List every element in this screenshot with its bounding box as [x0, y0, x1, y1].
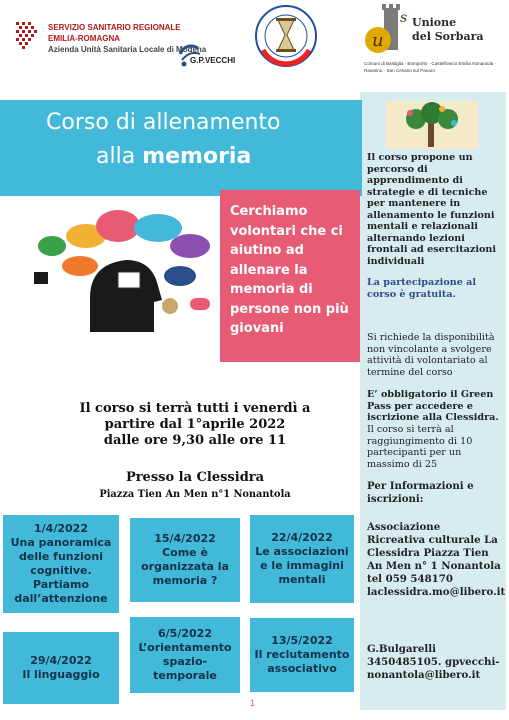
- regione-emilia-romagna-logo: [14, 20, 42, 52]
- schedule-line3: dalle ore 9,30 alle ore 11: [103, 433, 287, 448]
- free-participation: La partecipazione al corso è gratuita.: [367, 277, 476, 300]
- session-topic: Il reclutamento associativo: [254, 648, 350, 675]
- unione-line1: Unione: [412, 16, 457, 29]
- schedule-line1: Il corso si terrà tutti i venerdì a: [79, 401, 311, 416]
- schedule-line2: partire dal 1°aprile 2022: [104, 417, 286, 432]
- svg-text:u: u: [372, 30, 384, 51]
- session-date: 29/4/2022: [30, 654, 92, 667]
- session-topic: Una panoramica delle funzioni cognitive. Partiamo dall’attenzione: [10, 536, 112, 605]
- unione-subtitle: Comuni di Bastiglia · Bomporto · Castelfranco Emilia Nonantola · Ravarino · San Cesario sul Panaro: [364, 61, 496, 73]
- venue-name: Presso la Clessidra: [125, 470, 265, 485]
- unione-title: [412, 16, 484, 44]
- title-line1: Corso di allenamento: [46, 110, 281, 135]
- session-date: 6/5/2022: [158, 627, 212, 640]
- session-card-4: [3, 632, 119, 704]
- contacts-heading: Per Informazioni e iscrizioni:: [367, 480, 474, 505]
- session-card-6: [250, 618, 354, 692]
- session-date: 13/5/2022: [271, 634, 333, 647]
- session-date: 15/4/2022: [154, 532, 216, 545]
- session-topic: Le associazioni e le immagini mentali: [255, 545, 349, 586]
- course-description: Il corso propone un percorso di apprendimento di strategie e di tecniche per mantenere in allenamento le funzioni mentali e relazionali alternando lezioni frontali ad esercitazioni individuali: [367, 152, 497, 267]
- page-number: 1: [250, 698, 256, 708]
- green-pass-note: E’ obbligatorio il Green Pass per accedere e iscrizione alla Clessidra.: [367, 389, 499, 423]
- schedule-info: [30, 401, 360, 449]
- session-topic: Come è organizzata la memoria ?: [141, 546, 229, 587]
- session-date: 22/4/2022: [271, 531, 333, 544]
- participants-note: Il corso si terrà al raggiungimento di 10 partecipanti per un massimo di 25: [367, 424, 473, 470]
- volunteer-callout-text: Cerchiamo volontari che ci aiutino ad allenare la memoria di persone non più giovani: [230, 204, 349, 336]
- session-date: 1/4/2022: [34, 522, 88, 535]
- rer-line2: EMILIA-ROMAGNA: [48, 34, 120, 43]
- session-card-2: [130, 518, 240, 602]
- title-line2-bold: memoria: [142, 144, 252, 169]
- session-card-1: [3, 515, 119, 613]
- contact-association: Associazione Ricreativa culturale La Clessidra Piazza Tien An Men n° 1 Nonantola tel 059 548170 laclessidra.mo@libero.it: [367, 521, 506, 598]
- unione-line2: del Sorbara: [412, 30, 484, 43]
- memory-head-illustration: [30, 206, 218, 332]
- session-card-5: [130, 617, 240, 693]
- title-line2-prefix: alla: [96, 144, 143, 169]
- rer-line1: SERVIZIO SANITARIO REGIONALE: [48, 23, 181, 32]
- volunteer-requirement: Si richiede la disponibilità non vincolante a svolgere attività di volontariato al termine del corso: [367, 332, 495, 378]
- session-topic: L’orientamento spazio-temporale: [138, 641, 232, 682]
- session-card-3: [250, 515, 354, 603]
- gp-vecchi-text: G.P.VECCHI: [190, 56, 236, 65]
- rer-line3: Azienda Unità Sanitaria Locale di Modena: [48, 45, 207, 54]
- unione-del-sorbara-logo: [364, 2, 410, 58]
- contact-person: G.Bulgarelli 3450485105. gpvecchi-nonantola@libero.it: [367, 643, 500, 681]
- session-topic: Il linguaggio: [22, 668, 100, 681]
- svg-text:s: s: [400, 10, 408, 26]
- clessidra-logo: [254, 4, 318, 68]
- tree-illustration: [386, 101, 478, 149]
- title-line2: [96, 144, 251, 169]
- venue-address: Piazza Tien An Men n°1 Nonantola: [99, 489, 291, 500]
